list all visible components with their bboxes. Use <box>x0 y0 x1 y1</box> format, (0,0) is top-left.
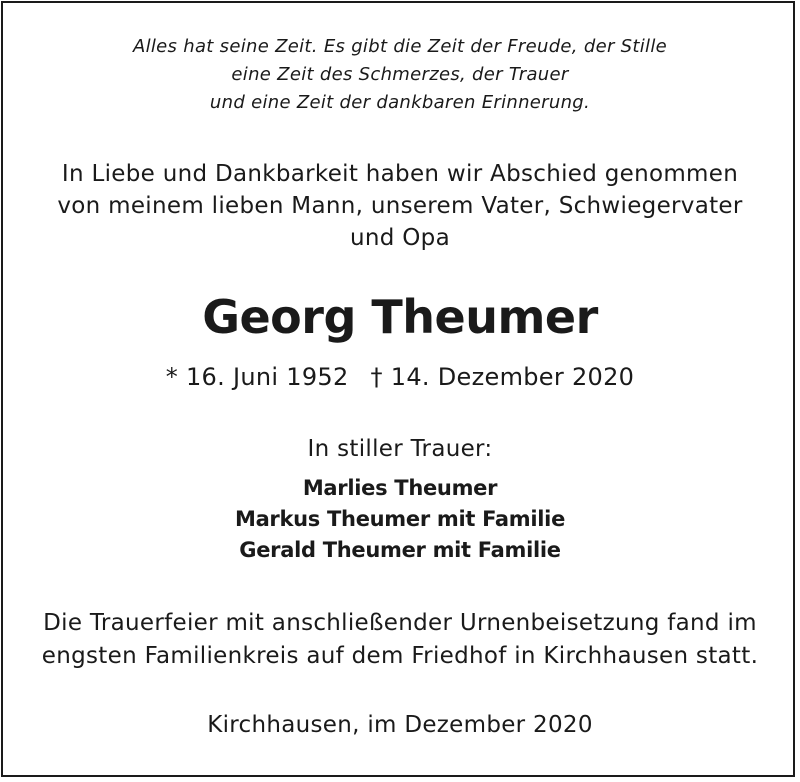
mourner-name: Markus Theumer mit Familie <box>234 507 566 531</box>
motto-line-2: eine Zeit des Schmerzes, der Trauer <box>231 64 569 85</box>
death-date: † 14. Dezember 2020 <box>370 363 635 391</box>
intro-line-2: von meinem lieben Mann, unserem Vater, Schwiegervater <box>57 193 743 219</box>
mourners-heading: In stiller Trauer: <box>307 436 493 462</box>
intro-line-3: und Opa <box>350 225 450 251</box>
funeral-line-1: Die Trauerfeier mit anschließender Urnenbeisetzung fand im <box>43 610 757 636</box>
deceased-name: Georg Theumer <box>202 290 598 344</box>
life-dates <box>0 363 800 391</box>
intro-line-1: In Liebe und Dankbarkeit haben wir Abschied genommen <box>61 161 739 187</box>
mourner-name: Marlies Theumer <box>302 476 498 500</box>
place-and-date: Kirchhausen, im Dezember 2020 <box>207 712 593 738</box>
motto-line-3: und eine Zeit der dankbaren Erinnerung. <box>209 92 591 113</box>
motto-line-1: Alles hat seine Zeit. Es gibt die Zeit der Freude, der Stille <box>132 36 668 57</box>
mourner-name: Gerald Theumer mit Familie <box>239 538 561 562</box>
birth-date: * 16. Juni 1952 <box>165 363 349 391</box>
funeral-line-2: engsten Familienkreis auf dem Friedhof in Kirchhausen statt. <box>41 643 759 669</box>
